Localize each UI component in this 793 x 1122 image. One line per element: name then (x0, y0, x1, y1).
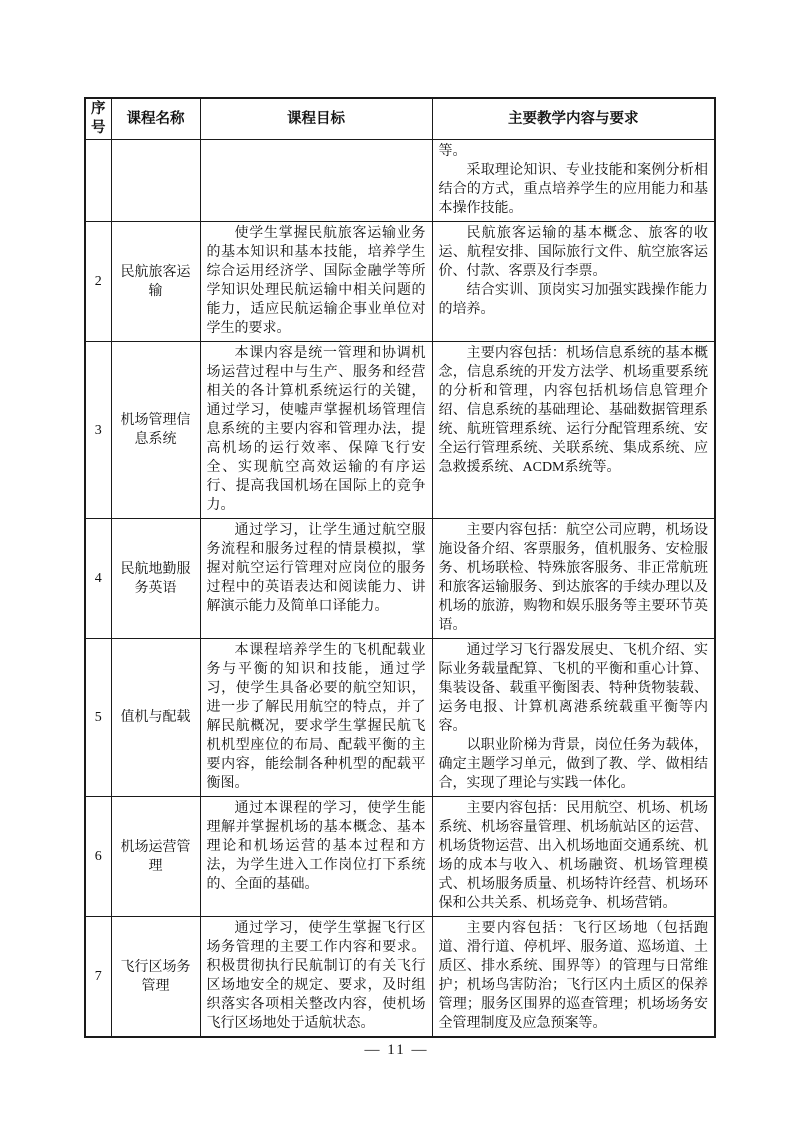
header-cell-number: 序号 (85, 98, 111, 140)
paragraph: 使学生掌握民航旅客运输业务的基本知识和基本技能，培养学生综合运用经济学、国际金融学等所学知识处理民航运输中相关问题的能力，适应民航运输企事业单位对学生的要求。 (206, 226, 426, 336)
course-name-cell: 民航旅客运输 (111, 222, 200, 342)
course-content-cell (432, 797, 715, 917)
table-row (85, 519, 715, 639)
header-cell-course-content: 主要教学内容与要求 (432, 98, 715, 140)
row-number-cell (85, 140, 111, 222)
paragraph: 采取理论知识、专业技能和案例分析相结合的方式，重点培养学生的应用能力和基本操作技能。 (438, 163, 708, 216)
course-table-header (85, 98, 715, 140)
paragraph: 本课内容是统一管理和协调机场运营过程中与生产、服务和经营相关的各计算机系统运行的关键，通过学习，使嘘声掌握机场管理信息系统的主要内容和管理办法，提高机场的运行效率、保障飞行安全、实现航空高效运输的有序运行、提高我国机场在国际上的竞争力。 (206, 346, 426, 513)
course-table (84, 97, 716, 1038)
row-number-cell: 2 (85, 222, 111, 342)
header-cell-course-objective: 课程目标 (200, 98, 432, 140)
course-name-cell: 民航地勤服务英语 (111, 519, 200, 639)
course-name-cell: 机场管理信息系统 (111, 342, 200, 519)
course-content-cell (432, 140, 715, 222)
paragraph: 结合实训、顶岗实习加强实践操作能力的培养。 (438, 283, 708, 317)
paragraph: 以职业阶梯为背景，岗位任务为载体，确定主题学习单元，做到了教、学、做相结合，实现了理论与实践一体化。 (438, 738, 708, 791)
course-content-cell (432, 639, 715, 797)
course-name-cell: 值机与配载 (111, 639, 200, 797)
paragraph: 通过学习，使学生掌握飞行区场务管理的主要工作内容和要求。积极贯彻执行民航制订的有关飞行区场地安全的规定、要求，及时组织落实各项相关整改内容，使机场飞行区场地处于适航状态。 (206, 921, 426, 1031)
course-table-container (84, 97, 716, 1038)
paragraph: 主要内容包括：飞行区场地（包括跑道、滑行道、停机坪、服务道、巡场道、土质区、排水系统、围界等）的管理与日常维护；机场鸟害防治；飞行区内土质区的保养管理；服务区围界的巡查管理；机场场务安全管理制度及应急预案等。 (438, 921, 708, 1031)
table-row (85, 342, 715, 519)
course-objective-cell (200, 797, 432, 917)
row-number-cell: 7 (85, 917, 111, 1038)
row-number-cell: 3 (85, 342, 111, 519)
header-row (85, 98, 715, 140)
course-objective-cell (200, 917, 432, 1038)
course-objective-cell (200, 519, 432, 639)
course-name-cell: 飞行区场务管理 (111, 917, 200, 1038)
table-row (85, 222, 715, 342)
course-name-cell (111, 140, 200, 222)
course-objective-cell (200, 222, 432, 342)
header-cell-course-name: 课程名称 (111, 98, 200, 140)
table-row (85, 140, 715, 222)
course-objective-cell (200, 342, 432, 519)
paragraph: 通过学习飞行器发展史、飞机介绍、实际业务载量配算、飞机的平衡和重心计算、集装设备、载重平衡图表、特种货物装载、运务电报、计算机离港系统载重平衡等内容。 (438, 643, 708, 734)
course-objective-cell (200, 639, 432, 797)
paragraph: 主要内容包括：航空公司应聘，机场设施设备介绍、客票服务，值机服务、安检服务、机场联检、特殊旅客服务、非正常航班和旅客运输服务、到达旅客的手续办理以及机场的旅游，购物和娱乐服务等主要环节英语。 (438, 523, 708, 633)
paragraph: 主要内容包括：民用航空、机场、机场系统、机场容量管理、机场航站区的运营、机场货物运营、出入机场地面交通系统、机场的成本与收入、机场融资、机场管理模式、机场服务质量、机场特许经营、机场环保和公共关系、机场竞争、机场营销。 (438, 801, 708, 911)
course-content-cell (432, 222, 715, 342)
course-content-cell (432, 342, 715, 519)
course-table-body (85, 140, 715, 1038)
paragraph: 通过学习，让学生通过航空服务流程和服务过程的情景模拟，掌握对航空运行管理对应岗位的服务过程中的英语表达和阅读能力、讲解演示能力及简单口译能力。 (206, 523, 426, 614)
paragraph: 民航旅客运输的基本概念、旅客的收运、航程安排、国际旅行文件、航空旅客运价、付款、客票及行李票。 (438, 226, 708, 279)
page-number: — 11 — (364, 1042, 429, 1058)
paragraph: 本课程培养学生的飞机配载业务与平衡的知识和技能，通过学习，使学生具备必要的航空知识，进一步了解民用航空的特点，并了解民航概况，要求学生掌握民航飞机机型座位的布局、配载平衡的主要内容，能绘制各种机型的配载平衡图。 (206, 643, 426, 791)
course-content-cell (432, 917, 715, 1038)
paragraph: 通过本课程的学习，使学生能理解并掌握机场的基本概念、基本理论和机场运营的基本过程和方法，为学生进入工作岗位打下系统的、全面的基础。 (206, 801, 426, 892)
course-content-cell (432, 519, 715, 639)
table-row (85, 797, 715, 917)
row-number-cell: 6 (85, 797, 111, 917)
paragraph: 等。 (438, 144, 467, 159)
row-number-cell: 4 (85, 519, 111, 639)
paragraph: 主要内容包括：机场信息系统的基本概念，信息系统的开发方法学、机场重要系统的分析和管理，内容包括机场信息管理介绍、信息系统的基础理论、基础数据管理系统、航班管理系统、运行分配管理系统、安全运行管理系统、关联系统、集成系统、应急救援系统、ACDM系统等。 (438, 346, 708, 475)
table-row (85, 917, 715, 1038)
row-number-cell: 5 (85, 639, 111, 797)
course-objective-cell (200, 140, 432, 222)
course-name-cell: 机场运营管理 (111, 797, 200, 917)
table-row (85, 639, 715, 797)
